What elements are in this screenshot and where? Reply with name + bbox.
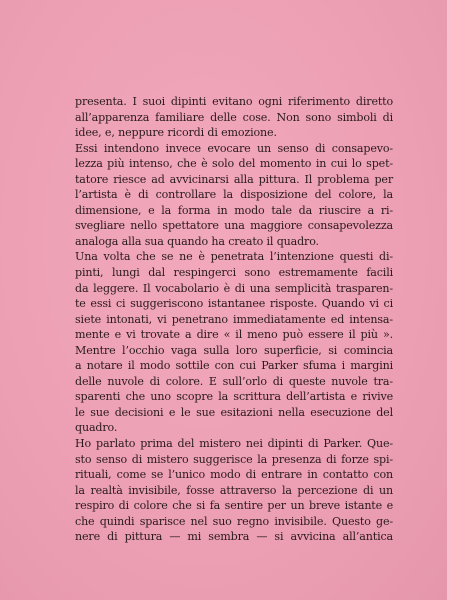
text-line: a notare il modo sottile con cui Parker sfuma i margini <box>75 359 393 373</box>
text-line: l’artista è di controllare la disposizione del colore, la <box>75 188 393 202</box>
text-line: pinti, lungi dal respingerci sono estremamente facili <box>75 266 393 280</box>
text-line: Una volta che se ne è penetrata l’intenzione questi di- <box>75 250 393 264</box>
text-line: te essi ci suggeriscono istantanee risposte. Quando vi ci <box>75 297 393 311</box>
text-line: respiro di colore che si fa sentire per un breve istante e <box>75 499 393 513</box>
text-line: sto senso di mistero suggerisce la presenza di forze spi- <box>75 452 393 466</box>
text-line: Essi intendono invece evocare un senso di consapevo- <box>75 141 393 155</box>
text-line: siete intonati, vi penetrano immediatamente ed intensa- <box>75 312 393 326</box>
text-line: Mentre l’occhio vaga sulla loro superficie, si comincia <box>75 343 393 357</box>
text-line: all’apparenza familiare delle cose. Non sono simboli di <box>75 110 393 124</box>
text-line: dimensione, e la forma in modo tale da riuscire a ri- <box>75 203 393 217</box>
text-line: quadro. <box>75 421 118 435</box>
text-line: delle nuvole di colore. E sull’orlo di queste nuvole tra- <box>75 374 393 388</box>
body-text <box>75 94 393 545</box>
text-line: Ho parlato prima del mistero nei dipinti di Parker. Que- <box>75 437 393 451</box>
text-line: rituali, come se l’unico modo di entrare in contatto con <box>75 468 393 482</box>
text-line: svegliare nello spettatore una maggiore consapevolezza <box>75 219 393 233</box>
text-line: la realtà invisibile, fosse attraverso la percezione di un <box>75 483 393 497</box>
text-line: idee, e, neppure ricordi di emozione. <box>75 126 277 140</box>
text-line: nere di pittura — mi sembra — si avvicina all’antica <box>75 530 393 544</box>
text-line: le sue decisioni e le sue esitazioni nella esecuzione del <box>75 405 393 419</box>
text-line: presenta. I suoi dipinti evitano ogni riferimento diretto <box>75 95 393 108</box>
text-line: mente e vi trovate a dire « il meno può essere il più ». <box>75 328 393 342</box>
text-line: analoga alla sua quando ha creato il quadro. <box>75 234 319 248</box>
text-line: da leggere. Il vocabolario è di una semplicità trasparen- <box>75 281 393 295</box>
text-line: che quindi sparisce nel suo regno invisibile. Questo ge- <box>75 514 393 528</box>
text-line: lezza più intenso, che è solo del momento in cui lo spet- <box>75 157 393 171</box>
text-line: sparenti che uno scopre la scrittura dell’artista e rivive <box>75 390 393 404</box>
text-line: tatore riesce ad avvicinarsi alla pittura. Il problema per <box>75 172 393 186</box>
